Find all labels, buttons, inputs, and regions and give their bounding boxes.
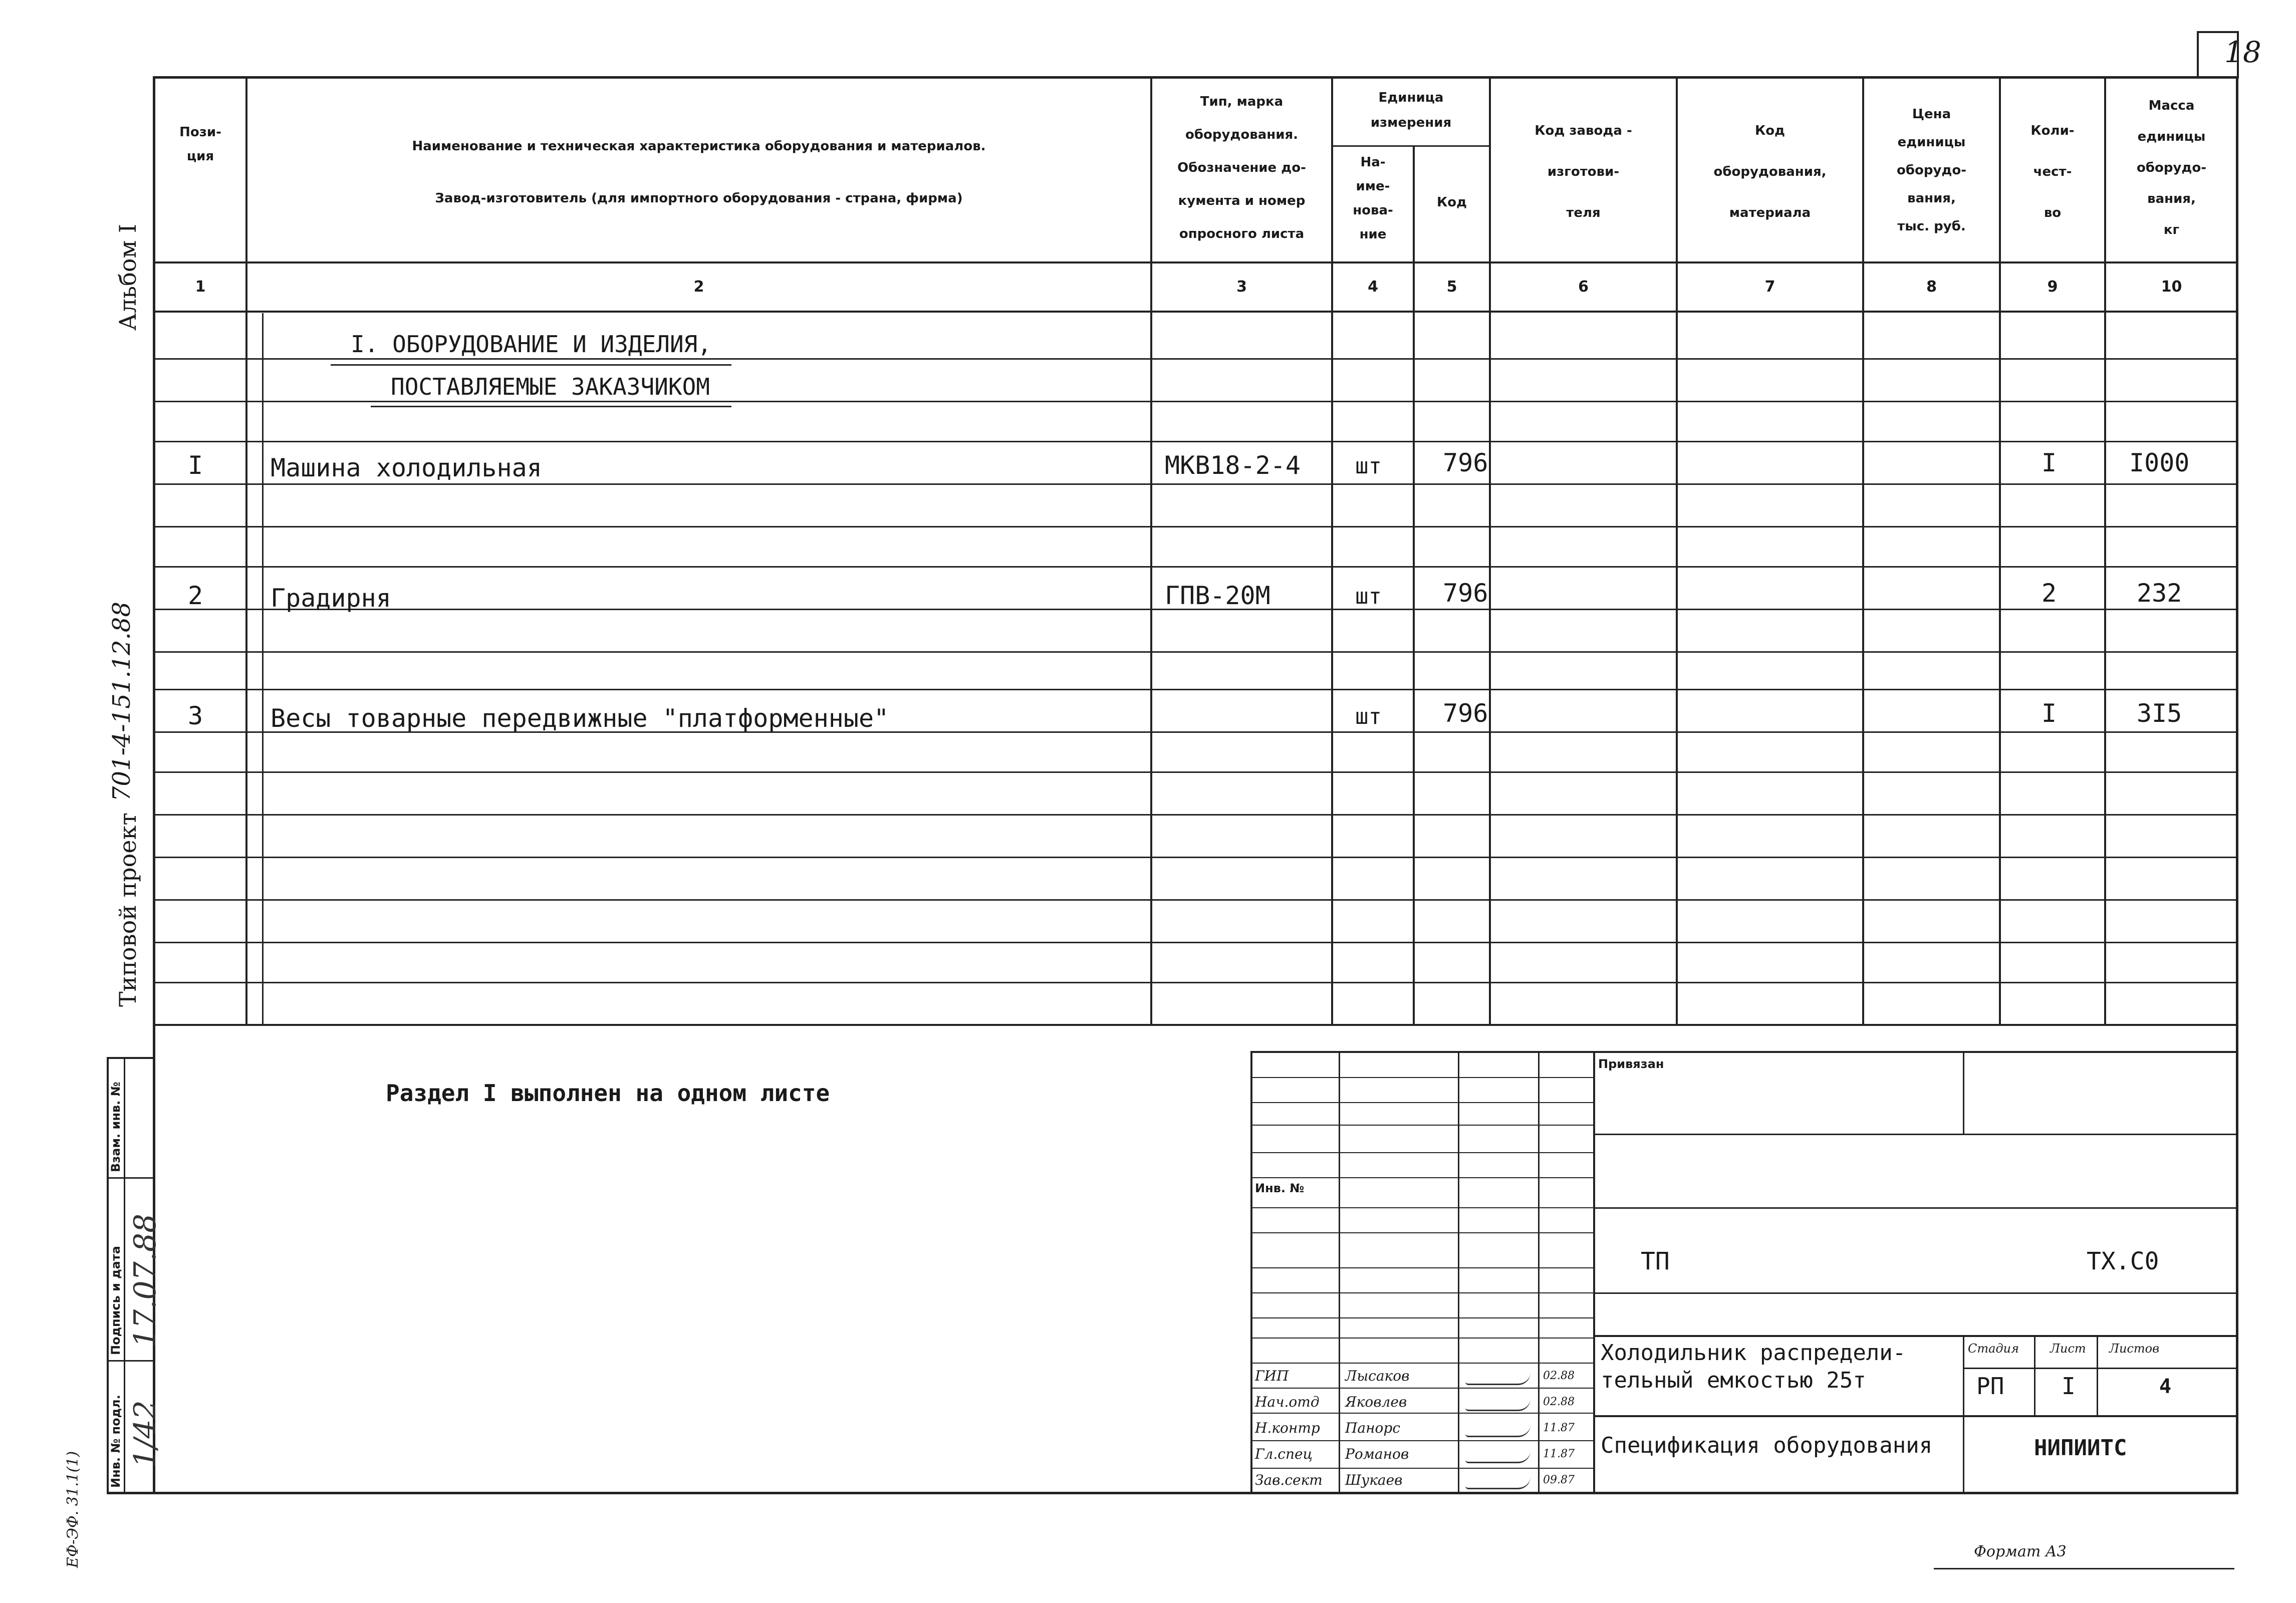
row-1-code: 796 (1443, 448, 1488, 477)
signer-date: 09.87 (1543, 1474, 1575, 1486)
stamp-inv-orig: Инв. № подл. (109, 1395, 123, 1488)
colnum-4: 4 (1368, 278, 1378, 296)
signer-role: ГИП (1255, 1368, 1289, 1384)
header-unit-group: Единица измерения (1370, 90, 1452, 130)
section-underline-2 (371, 406, 731, 407)
tb-v-stage (1963, 1335, 1964, 1494)
signer-name: Яковлев (1345, 1394, 1407, 1410)
tb-h-mid (1593, 1207, 2237, 1209)
signer-role: Н.контр (1255, 1420, 1320, 1436)
colnum-3: 3 (1236, 278, 1247, 296)
table-row-line (153, 857, 2237, 858)
project-label: Типовой проект (114, 813, 141, 1007)
sheet-number: 18 (2224, 35, 2261, 69)
row-1-pos: I (188, 451, 203, 480)
signer-role: Гл.спец (1255, 1446, 1313, 1462)
header-qty: Коли- чест- во (2030, 123, 2075, 220)
header-unit-name: На- име- нова- ние (1353, 155, 1393, 242)
row-2-code: 796 (1443, 579, 1488, 608)
signer-signature (1465, 1399, 1530, 1411)
header-name: Наименование и техническая характеристика оборудования и материалов. Завод-изготовитель (для импортного оборудования - страна, фирма) (412, 139, 986, 206)
signer-signature (1465, 1451, 1530, 1463)
header-bottom-line (153, 261, 2237, 263)
row-2-qty: 2 (2042, 579, 2057, 608)
tb-sheet: I (2062, 1373, 2076, 1400)
signer-signature (1465, 1477, 1530, 1489)
signer-date: 02.88 (1543, 1370, 1575, 1382)
row-2-mass: 232 (2137, 579, 2182, 608)
tb-v2 (1458, 1051, 1459, 1494)
tb-doc-left: ТП (1641, 1247, 1670, 1275)
col-line-4 (1413, 145, 1415, 1025)
row-3-name: Весы товарные передвижные "платформенные" (271, 704, 889, 733)
tb-sheet-label: Лист (2050, 1342, 2086, 1356)
row-3-qty: I (2042, 699, 2057, 728)
row-3-pos: 3 (188, 701, 203, 730)
row-1-qty: I (2042, 448, 2057, 477)
title-block-row-line (1250, 1207, 1593, 1208)
colnum-5: 5 (1446, 278, 1457, 296)
header-type: Тип, марка оборудования. Обозначение до- кумента и номер опросного листа (1177, 94, 1306, 241)
stamp-split (124, 1057, 125, 1494)
table-row-line (153, 942, 2237, 943)
stamp-top (107, 1057, 154, 1059)
unit-split-line (1331, 145, 1491, 147)
signer-date: 02.88 (1543, 1396, 1575, 1408)
title-block-row-line (1250, 1468, 1593, 1469)
colnum-10: 10 (2161, 278, 2182, 296)
colnum-7: 7 (1764, 278, 1775, 296)
title-block-row-line (1250, 1232, 1593, 1233)
title-block-row-line (1250, 1152, 1593, 1153)
title-block-row-line (1250, 1102, 1593, 1103)
header-price: Цена единицы оборудо- вания, тыс. руб. (1896, 107, 1967, 234)
tb-h-code (1593, 1292, 2237, 1294)
tb-h-title (1593, 1415, 2237, 1417)
tb-v4 (1593, 1051, 1595, 1494)
header-mass: Масса единицы оборудо- вания, кг (2136, 98, 2207, 237)
tb-inv-no: Инв. № (1255, 1181, 1305, 1195)
section-note: Раздел I выполнен на одном листе (386, 1080, 830, 1107)
row-3-code: 796 (1443, 699, 1488, 728)
table-row-line (153, 982, 2237, 983)
table-row-line (153, 358, 2237, 360)
tb-stage-label: Стадия (1968, 1342, 2019, 1356)
row-3-unit: шт (1355, 704, 1382, 729)
stamp-sign-date: Подпись и дата (109, 1246, 123, 1355)
title-block-row-line (1250, 1125, 1593, 1126)
table-row-line (153, 441, 2237, 442)
album-label: Альбом I (114, 223, 141, 331)
row-2-unit: шт (1355, 584, 1382, 609)
colnum-1: 1 (195, 278, 206, 296)
tb-doc-title: Спецификация оборудования (1601, 1433, 1933, 1458)
tb-privyazan: Привязан (1598, 1057, 1664, 1071)
section-underline-1 (331, 364, 731, 366)
row-2-type: ГПВ-20М (1165, 581, 1270, 610)
tb-sheets: 4 (2159, 1375, 2172, 1398)
tb-object-1: Холодильник распредели- (1601, 1340, 1906, 1366)
signer-date: 11.87 (1543, 1422, 1575, 1434)
tb-v5 (1963, 1051, 1964, 1134)
table-row-line (153, 771, 2237, 773)
tb-stage: РП (1976, 1373, 2004, 1400)
table-row-line (153, 401, 2237, 402)
row-1-mass: I000 (2129, 448, 2190, 477)
sheet-box-top (2197, 31, 2238, 33)
table-row-line (153, 689, 2237, 690)
stamp-vzam: Взам. инв. № (109, 1082, 123, 1172)
sheet-box-left (2197, 31, 2199, 79)
row-2-name: Градирня (271, 584, 391, 613)
title-block-row-line (1250, 1267, 1593, 1268)
project-code: 701-4-151.12.88 (108, 602, 136, 802)
signer-date: 11.87 (1543, 1448, 1575, 1460)
stamp-sign-value: 17.07.88 (128, 1213, 163, 1348)
frame-top (153, 76, 2237, 79)
title-block-row-line (1250, 1317, 1593, 1318)
title-block-row-line (1250, 1363, 1593, 1364)
stamp-h1 (107, 1177, 154, 1179)
table-row-line (153, 483, 2237, 485)
title-block-row-line (1250, 1177, 1593, 1178)
format-label: Формат А3 (1974, 1543, 2067, 1560)
colnum-2: 2 (693, 278, 704, 296)
title-block-row-line (1250, 1338, 1593, 1339)
row-3-mass: 3I5 (2137, 699, 2182, 728)
format-code: ЕФ-ЭФ. 31.1(1) (64, 1451, 82, 1568)
title-block-row-line (1250, 1413, 1593, 1414)
signer-name: Романов (1345, 1446, 1409, 1462)
row-1-name: Машина холодильная (271, 453, 542, 482)
tb-doc-right: ТХ.С0 (2087, 1247, 2159, 1275)
table-bottom-line (153, 1024, 2237, 1026)
row-2-pos: 2 (188, 581, 203, 610)
tb-h-stage (1963, 1368, 2237, 1369)
header-plant-code: Код завода - изготови- теля (1535, 123, 1632, 220)
tb-v-sheets (2097, 1335, 2098, 1415)
signer-role: Нач.отд (1255, 1394, 1320, 1410)
tb-object-2: тельный емкостью 25т (1601, 1368, 1866, 1393)
tb-v1 (1339, 1051, 1340, 1494)
signer-signature (1465, 1373, 1530, 1385)
signer-signature (1465, 1425, 1530, 1437)
title-block-row-line (1250, 1077, 1593, 1078)
header-pos: Пози- ция (179, 125, 221, 164)
header-equip-code: Код оборудования, материала (1713, 123, 1827, 220)
stamp-inv-value: 1/42 (128, 1400, 163, 1468)
tb-v3 (1538, 1051, 1540, 1494)
title-block-row-line (1250, 1440, 1593, 1441)
col-line-1b (262, 313, 264, 1025)
colnum-6: 6 (1578, 278, 1589, 296)
format-underline (1934, 1568, 2234, 1569)
colnum-8: 8 (1926, 278, 1937, 296)
table-row-line (153, 899, 2237, 901)
section-title-2: ПОСТАВЛЯЕМЫЕ ЗАКАЗЧИКОМ (391, 373, 710, 400)
row-1-unit: шт (1355, 453, 1382, 479)
frame-bottom (107, 1492, 2238, 1494)
header-unit-code: Код (1436, 195, 1467, 210)
table-row-line (153, 814, 2237, 816)
tb-sheets-label: Листов (2109, 1342, 2160, 1356)
stamp-h2 (107, 1360, 154, 1362)
tb-top (1250, 1051, 2237, 1053)
tb-h-object (1593, 1335, 2237, 1337)
section-title-1: I. ОБОРУДОВАНИЕ И ИЗДЕЛИЯ, (351, 331, 712, 358)
title-block-row-line (1250, 1388, 1593, 1389)
signer-role: Зав.сект (1255, 1472, 1323, 1488)
signer-name: Шукаев (1345, 1472, 1403, 1488)
title-block-row-line (1250, 1292, 1593, 1293)
table-row-line (153, 526, 2237, 527)
table-row-line (153, 651, 2237, 653)
table-row-line (153, 566, 2237, 568)
tb-left (1250, 1051, 1252, 1494)
colnum-bottom-line (153, 311, 2237, 313)
tb-h-privyazan (1593, 1134, 2237, 1135)
colnum-9: 9 (2047, 278, 2058, 296)
tb-org: НИПИИТС (2034, 1435, 2127, 1461)
tb-v-sheet (2034, 1335, 2035, 1415)
signer-name: Лысаков (1345, 1368, 1410, 1384)
signer-name: Панорс (1345, 1420, 1401, 1436)
row-1-type: МКВ18-2-4 (1165, 451, 1301, 480)
